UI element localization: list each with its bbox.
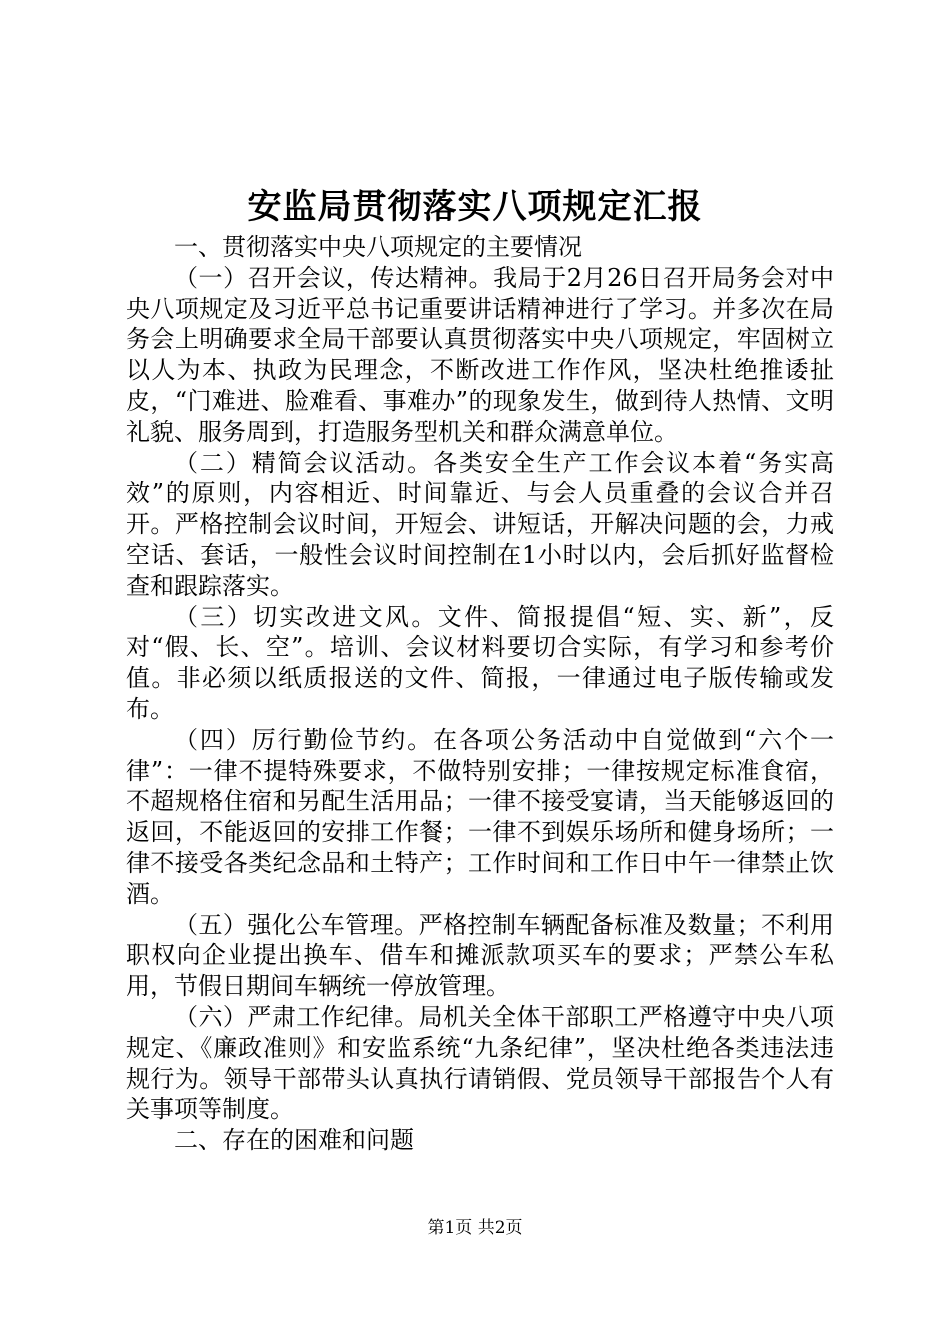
paragraph-6: （六）严肃工作纪律。局机关全体干部职工严格遵守中央八项规定、《廉政准则》和安监系统“九条纪律”，坚决杜绝各类违法违规行为。领导干部带头认真执行请销假、党员领导干部报告个人有关事项等制度。 xyxy=(126,1002,834,1124)
section-heading-1: 一、贯彻落实中央八项规定的主要情况 xyxy=(174,233,582,261)
paragraph-1: （一）召开会议，传达精神。我局于2月26日召开局务会对中央八项规定及习近平总书记重要讲话精神进行了学习。并多次在局务会上明确要求全局干部要认真贯彻落实中央八项规定，牢固树立以人为本、执政为民理念，不断改进工作作风，坚决杜绝推诿扯皮，“门难进、脸难看、事难办”的现象发生，做到待人热情、文明礼貌、服务周到，打造服务型机关和群众满意单位。 xyxy=(126,263,834,446)
page-number-footer: 第1页 共2页 xyxy=(427,1218,523,1238)
section-heading-2: 二、存在的困难和问题 xyxy=(174,1126,414,1155)
paragraph-3: （三）切实改进文风。文件、简报提倡“短、实、新”，反对“假、长、空”。培训、会议材料要切合实际，有学习和参考价值。非必须以纸质报送的文件、简报，一律通过电子版传输或发布。 xyxy=(126,602,834,723)
paragraph-4: （四）厉行勤俭节约。在各项公务活动中自觉做到“六个一律”：一律不提特殊要求，不做特别安排；一律按规定标准食宿，不超规格住宿和另配生活用品；一律不接受宴请，当天能够返回的返回，不能返回的安排工作餐；一律不到娱乐场所和健身场所；一律不接受各类纪念品和土特产；工作时间和工作日中午一律禁止饮酒。 xyxy=(126,725,834,908)
paragraph-5: （五）强化公车管理。严格控制车辆配备标准及数量；不利用职权向企业提出换车、借车和摊派款项买车的要求；严禁公车私用，节假日期间车辆统一停放管理。 xyxy=(126,910,834,1001)
document-title: 安监局贯彻落实八项规定汇报 xyxy=(247,187,703,227)
paragraph-2: （二）精简会议活动。各类安全生产工作会议本着“务实高效”的原则，内容相近、时间靠近、与会人员重叠的会议合并召开。严格控制会议时间，开短会、讲短话，开解决问题的会，力戒空话、套话，一般性会议时间控制在1小时以内，会后抓好监督检查和跟踪落实。 xyxy=(126,448,834,600)
document-body xyxy=(126,232,834,1156)
